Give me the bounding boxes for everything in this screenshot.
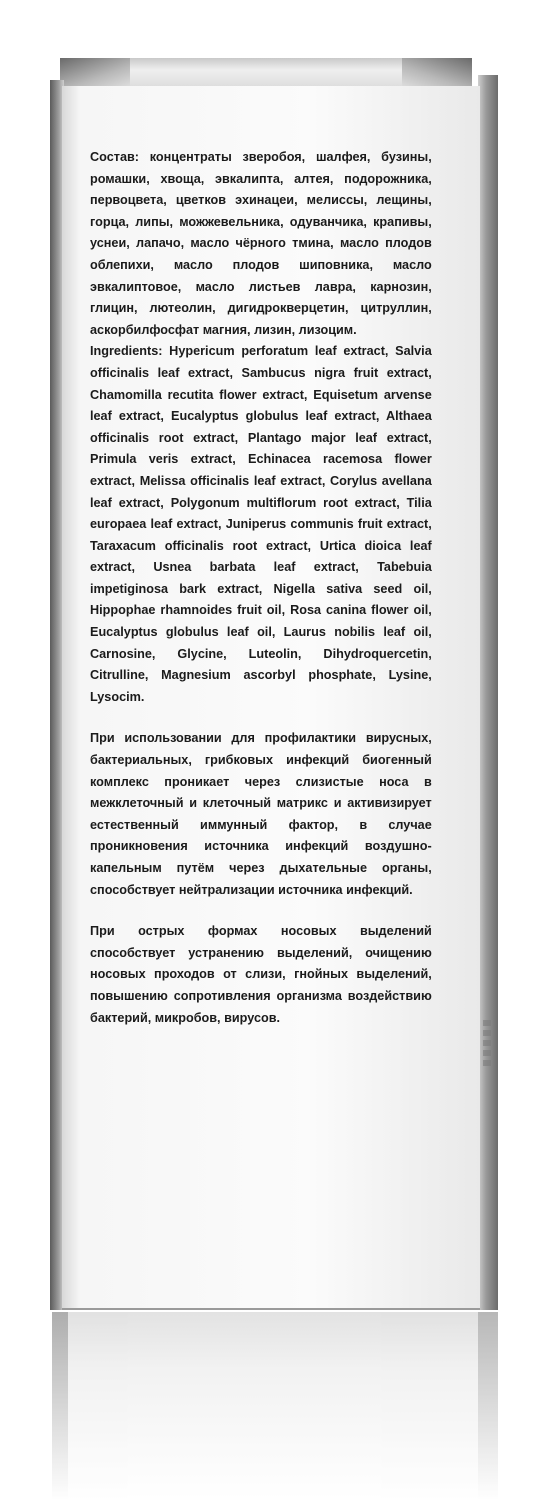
label-text (90, 146, 432, 1028)
composition-en-label: Ingredients: (90, 343, 163, 359)
composition-ru-label: Состав: (90, 149, 139, 164)
composition-ru-text: концентраты зверобоя, шалфея, бузины, ромашки, хвоща, эвкалипта, алтея, подорожника, первоцвета, цветков эхинацеи, мелиссы, лещины, горца, липы, можжевельника, одуванчика, крапивы, уснеи, лапачо, масло чёрного тмина, масло плодов облепихи, масло плодов шиповника, масло эвкалиптовое, масло листьев лавра, карнозин, глицин, лютеолин, дигидрокверцетин, цитруллин, аскорбилфосфат магния, лизин, лизоцим. (90, 149, 432, 337)
box-flap-right (402, 58, 472, 88)
box-reflection (52, 1312, 498, 1500)
box-side-print (483, 1020, 491, 1070)
box-side-right (478, 75, 498, 1310)
spacer (90, 707, 432, 727)
paragraph-prevention: При использовании для профилактики вирусных, бактериальных, грибковых инфекций биогенный комплекс проникает через слизистые носа в межклеточный и клеточный матрикс и активизирует естественный иммунный фактор, в случае проникновения источника инфекций воздушно-капельным путём через дыхательные органы, способствует нейтрализации источника инфекций. (90, 730, 432, 897)
composition-en (90, 340, 432, 707)
paragraph-acute: При острых формах носовых выделений способствует устранению выделений, очищению носовых проходов от слизи, гнойных выделений, повышению сопротивления организма воздействию бактерий, микробов, вирусов. (90, 923, 432, 1025)
box-flap-left (60, 58, 130, 88)
composition-ru (90, 146, 432, 340)
composition-en-text: Hypericum perforatum leaf extract, Salvia officinalis leaf extract, Sambucus nigra fruit extract, Chamomilla recutita flower extract, Equisetum arvense leaf extract, Eucalyptus globulus leaf extract, Althaea officinalis root extract, Plantago major leaf extract, Primula veris extract, Echinacea racemosa flower extract, Melissa officinalis leaf extract, Corylus avellana leaf extract, Polygonum multiflorum root extract, Tilia europaea leaf extract, Juniperus communis fruit extract, Taraxacum officinalis root extract, Urtica dioica leaf extract, Usnea barbata leaf extract, Tabebuia impetiginosa bark extract, Nigella sativa seed oil, Hippophae rhamnoides fruit oil, Rosa canina flower oil, Eucalyptus globulus leaf oil, Laurus nobilis leaf oil, Carnosine, Glycine, Luteolin, Dihydroquercetin, Citrulline, Magnesium ascorbyl phosphate, Lysine, Lysocim. (90, 343, 432, 704)
spacer (90, 900, 432, 920)
